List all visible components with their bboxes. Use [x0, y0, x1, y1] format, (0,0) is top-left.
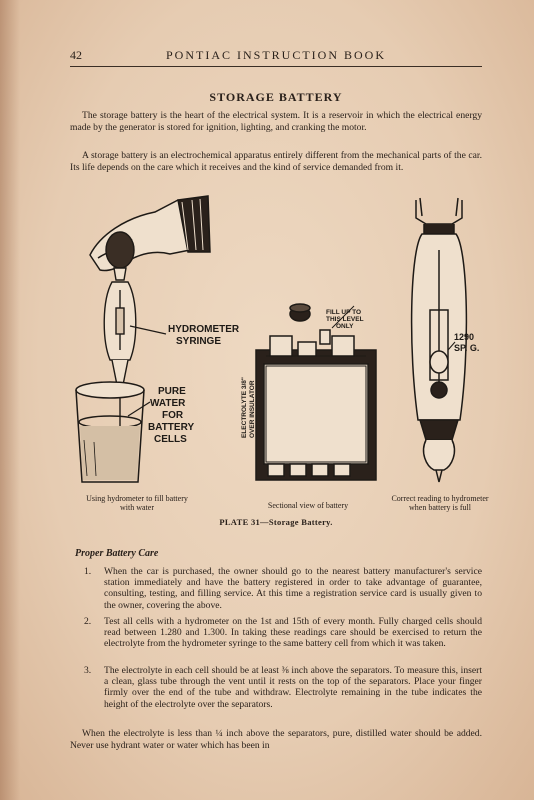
care-item-number: 2. — [84, 616, 92, 627]
battery-section-illustration — [256, 304, 376, 480]
electrolyte-label-line1: ELECTROLYTE 3/8" — [241, 377, 248, 438]
pure-water-label-line5: CELLS — [154, 434, 187, 445]
binding-shadow — [0, 0, 20, 800]
caption-correct-reading: Correct reading to hydrometer when battery is full — [391, 494, 489, 512]
electrolyte-label-line2: OVER INSULATOR — [249, 380, 256, 438]
intro-paragraph-1: The storage battery is the heart of the electrical system. It is a reservoir in which the electrical energy made by the generator is stored for ignition, lighting, and cranking the motor. — [70, 110, 482, 133]
fill-up-label-line3: ONLY — [336, 323, 354, 330]
plate-caption: PLATE 31—Storage Battery. — [219, 517, 333, 527]
care-item-1 — [84, 566, 482, 611]
battery-illustration — [70, 190, 490, 490]
intro-paragraph-2: A storage battery is an electrochemical apparatus entirely different from the mechanical parts of the car. Its life depends on the care which it receives and the kind of service demanded from it. — [70, 150, 482, 173]
page-number: 42 — [70, 48, 82, 62]
closing-paragraph: When the electrolyte is less than ¼ inch above the separators, pure, distilled water should be added. Never use hydrant water or water which has been in — [70, 728, 482, 751]
care-item-2 — [84, 616, 482, 650]
care-item-text: Test all cells with a hydrometer on the 1st and 15th of every month. Fully charged cells should read between 1.280 and 1.300. In taking these readings care should be exercised to return the electrolyte from the hydrometer syringe to the same battery cell from which it was taken. — [104, 616, 482, 650]
care-item-number: 3. — [84, 665, 92, 676]
care-item-text: The electrolyte in each cell should be at least ⅜ inch above the separators. To measure this, insert a clean, glass tube through the vent until it rests on the top of the separators. Place your finger firmly over the end of the tube and withdraw. Electrolyte remaining in the tube indicates the height of the electrolyte over the separators. — [104, 665, 482, 710]
care-item-text: When the car is purchased, the owner should go to the nearest battery manufacturer's service station immediately and have the battery registered in order to take advantage of guarantee, consulting, testing, and filling service. At this time a registration service card is usually given to the owner, covering the above. — [104, 566, 482, 611]
hydrometer-label-line2: SYRINGE — [176, 336, 222, 347]
pure-water-label-line1: PURE — [158, 386, 186, 397]
reading-unit-label: SP. G. — [454, 343, 480, 353]
fill-up-label-line1: FILL UP TO — [326, 309, 362, 316]
water-glass-illustration — [76, 382, 144, 482]
pure-water-label-line4: BATTERY — [148, 422, 195, 433]
caption-hydrometer-fill: Using hydrometer to fill battery with water — [86, 494, 188, 512]
page-header — [70, 44, 482, 67]
care-item-number: 1. — [84, 566, 92, 577]
battery-figure — [70, 190, 490, 490]
caption-sectional-view: Sectional view of battery — [267, 501, 349, 510]
pure-water-label-line2: WATER — [150, 398, 186, 409]
pure-water-label-line3: FOR — [162, 410, 184, 421]
fill-up-label-line2: THIS LEVEL — [326, 316, 364, 323]
subheading: Proper Battery Care — [75, 548, 159, 559]
running-title: PONTIAC INSTRUCTION BOOK — [165, 48, 386, 62]
section-title: STORAGE BATTERY — [209, 90, 343, 104]
reading-value-label: 1290 — [454, 332, 475, 342]
care-item-3 — [84, 665, 482, 710]
hydrometer-label-line1: HYDROMETER — [168, 324, 240, 335]
water-leader-line — [128, 402, 150, 416]
